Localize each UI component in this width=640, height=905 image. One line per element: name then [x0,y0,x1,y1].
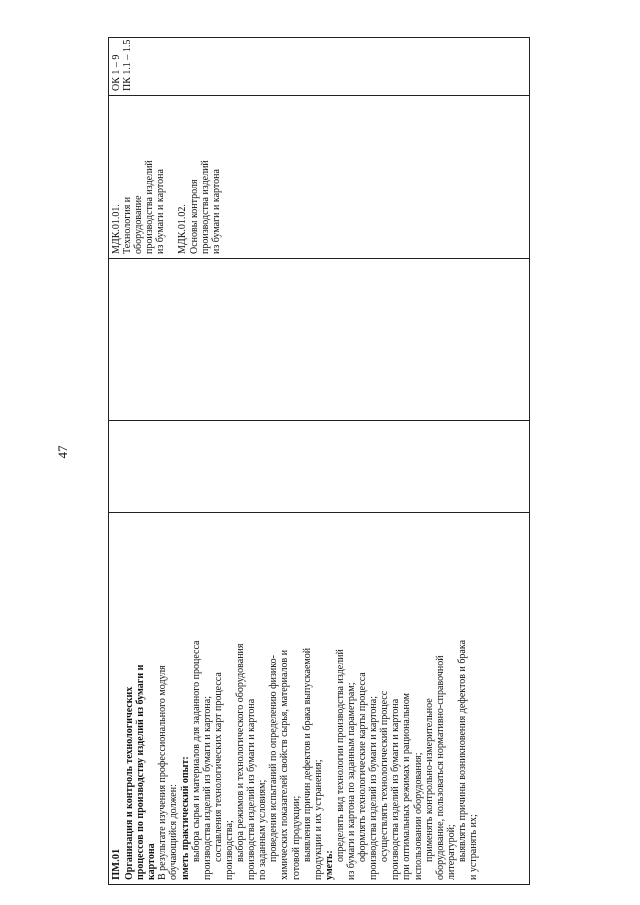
practice-line: производства; [223,820,235,880]
practice-line: производства изделий из бумаги и картона; [201,696,213,880]
mdk-01-line: МДК.01.01. [111,204,122,254]
skills-line: и устранять их; [468,814,479,880]
mdk-cell [109,95,529,258]
skills-line: применять контрольно-измерительное [423,698,435,862]
competency-line: ОК 1 – 9 [111,54,122,91]
mdk-02-line: МДК.01.02. [177,204,189,254]
practice-line: проведения испытаний по определению физико- [268,655,280,862]
skills-header: уметь: [323,850,335,880]
mdk-01-line: производства изделий [144,160,156,254]
empty-cell [109,258,529,420]
skills-line: при оптимальных режимах и рациональном [401,693,413,880]
module-title-line: процессов по производству изделий из бумаги и [135,664,147,880]
page-number: 47 [55,445,70,459]
skills-line: определять вид технологии производства изделий [334,649,346,862]
practice-line: по заданным условиям; [257,779,269,880]
practice-line: химических показателей свойств сырья, материалов и [279,649,291,880]
skills-line: использовании оборудования; [412,752,424,880]
practice-line: выбора режимов и технологического оборудования [235,643,247,862]
mdk-02-line: из бумаги и картона [210,169,222,254]
skills-line: производства изделий из бумаги и картона [390,698,402,880]
practice-line: выбора сырья и материалов для заданного процесса [190,640,202,862]
mdk-02-line: Основы контроля [188,179,200,254]
mdk-01-line: из бумаги и картона [155,169,167,254]
skills-line: из бумаги и картона по заданным параметрам; [345,682,357,880]
module-code: ПМ.01 [111,848,122,880]
skills-line: литературой; [445,824,457,880]
skills-line: выявлять причины возникновения дефектов и брака [456,639,468,862]
mdk-01-line: оборудование [133,195,145,254]
content-cell [109,512,529,884]
skills-line: оформлять технологические карты процесса [357,672,369,862]
curriculum-table-row [108,37,530,885]
skills-line: осуществлять технологический процесс [379,690,391,862]
mdk-02-line: производства изделий [199,160,211,254]
module-title-line: картона [146,843,158,880]
competency-line: ПК 1.1 – 1.5 [122,39,134,91]
intro-line: В результате изучения профессионального модуля [157,665,169,880]
hours-cell [109,420,529,512]
intro-line: обучающийся должен: [168,784,180,880]
rotated-table [108,37,530,885]
practice-line: готовой продукции; [290,795,302,880]
practice-header: иметь практический опыт: [179,756,191,880]
skills-line: оборудование, пользоваться нормативно-справочной [434,655,446,880]
skills-line: производства изделий из бумаги и картона; [368,696,380,880]
practice-line: составления технологических карт процесса [212,672,224,862]
spacer [166,100,177,254]
mdk-01-line: Технология и [122,196,134,254]
practice-line: продукции и их устранения; [312,759,324,880]
practice-line: выявления причин дефектов и брака выпускаемой [301,647,313,862]
module-title-line: Организация и контроль технологических [124,686,136,880]
practice-line: производства изделий из бумаги и картона [246,698,258,880]
competencies-cell [109,36,529,95]
